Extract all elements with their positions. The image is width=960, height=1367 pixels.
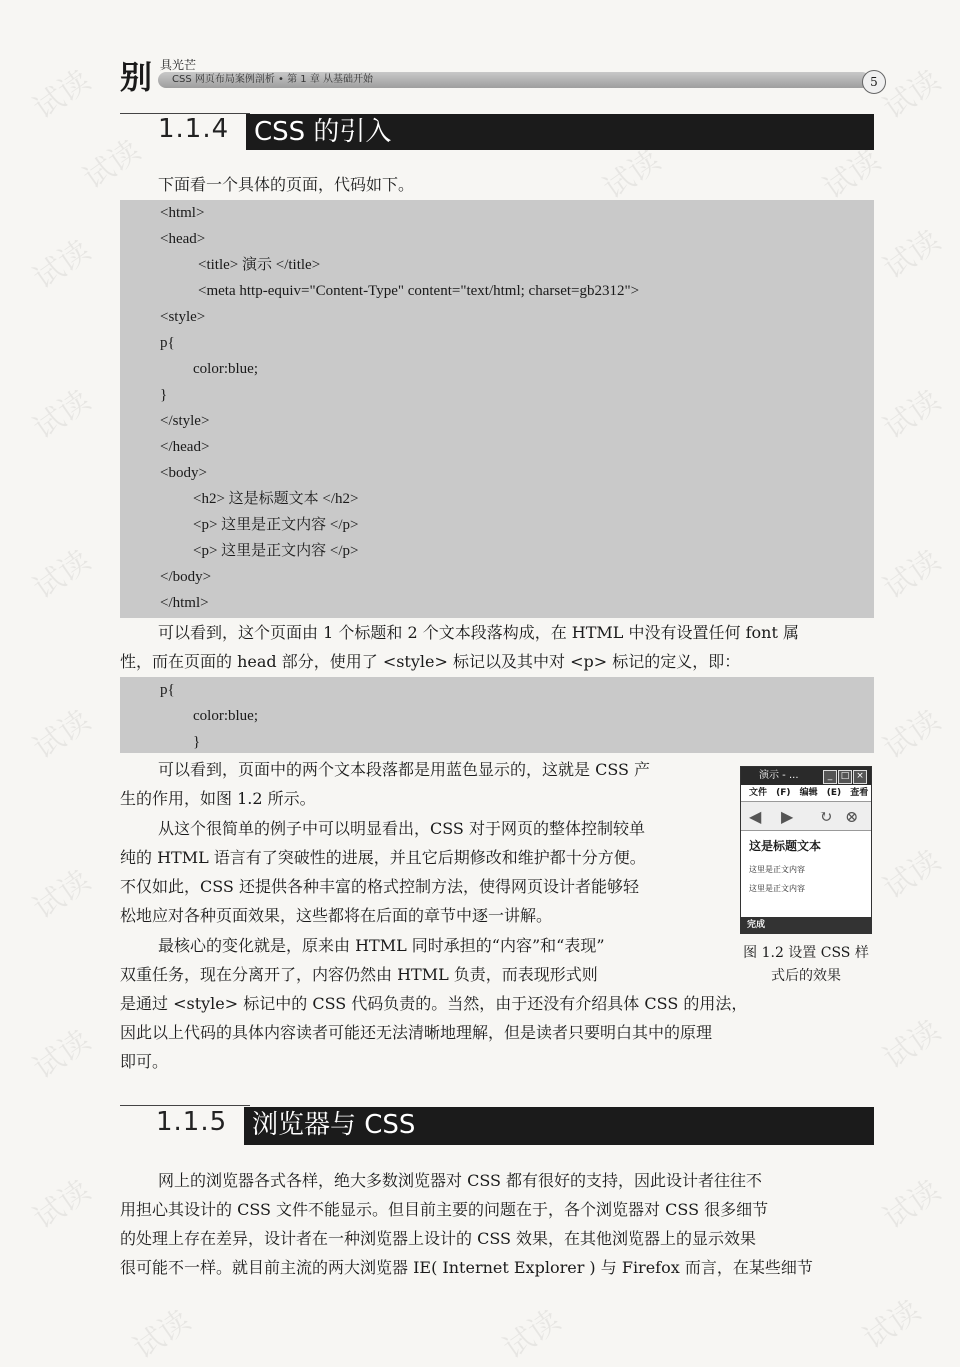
browser-menu: 文件 (F) 编辑 (E) 查看: [741, 785, 871, 802]
text-line: 的处理上存在差异，设计者在一种浏览器上设计的 CSS 效果，在其他浏览器上的显示效果: [120, 1229, 757, 1248]
minimize-icon: _: [823, 770, 837, 784]
watermark: 试读: [877, 383, 947, 447]
watermark: 试读: [27, 1023, 97, 1087]
caption-line: 式后的效果: [771, 968, 841, 984]
code-line: <title> 演示 </title>: [198, 257, 321, 273]
code-line: <html>: [160, 205, 205, 221]
browser-figure: [740, 766, 872, 934]
close-icon: ×: [853, 770, 867, 784]
text-line: 性，而在页面的 head 部分，使用了 <style> 标记以及其中对 <p> 标记的定义，即：: [120, 652, 741, 671]
paragraph-2: [120, 755, 722, 813]
watermark: 试读: [27, 233, 97, 297]
section-rule: [120, 1105, 250, 1106]
figure-paragraph: 这里是正文内容: [749, 884, 805, 893]
header-small-text: 具光芒: [160, 58, 197, 72]
code-line: <h2> 这是标题文本 </h2>: [193, 491, 359, 507]
figure-paragraph: 这里是正文内容: [749, 865, 805, 874]
code-line: </html>: [160, 595, 209, 611]
figure-heading: 这是标题文本: [749, 839, 822, 853]
watermark: 试读: [877, 843, 947, 907]
watermark: 试读: [127, 1303, 197, 1367]
watermark: 试读: [497, 1303, 567, 1367]
code-line: <p> 这里是正文内容 </p>: [193, 543, 359, 559]
watermark: 试读: [877, 1013, 947, 1077]
text-line: 不仅如此，CSS 还提供各种丰富的格式控制方法，使得网页设计者能够轻: [120, 877, 639, 896]
code-line: color:blue;: [193, 708, 258, 724]
text-line: 网上的浏览器各式各样，绝大多数浏览器对 CSS 都有很好的支持，因此设计者往往不: [158, 1171, 763, 1190]
code-line: <p> 这里是正文内容 </p>: [193, 517, 359, 533]
browser-status-bar: 完成: [741, 917, 871, 933]
paragraph-5: [120, 1166, 874, 1282]
code-block-2: [120, 677, 874, 753]
code-line: <head>: [160, 231, 206, 247]
running-title: CSS 网页布局案例剖析 • 第 1 章 从基础开始: [158, 72, 870, 88]
code-line: p{: [160, 682, 175, 698]
watermark: 试读: [77, 133, 147, 197]
watermark: 试读: [817, 143, 887, 207]
browser-title-bar: [741, 767, 871, 785]
watermark: 试读: [27, 863, 97, 927]
text-line: 双重任务，现在分离开了，内容仍然由 HTML 负责，而表现形式则: [120, 965, 598, 984]
watermark: 试读: [877, 543, 947, 607]
intro-text: 下面看一个具体的页面，代码如下。: [158, 175, 415, 194]
page-number: 5: [862, 70, 886, 94]
text-line: 松地应对各种页面效果，这些都将在后面的章节中逐一讲解。: [120, 906, 553, 925]
code-line: <meta http-equiv="Content-Type" content="text/html; charset=gb2312">: [198, 283, 640, 299]
watermark: 试读: [877, 223, 947, 287]
code-block-1: [120, 200, 874, 618]
figure-caption: [736, 942, 876, 988]
watermark: 试读: [27, 543, 97, 607]
code-line: </body>: [160, 569, 212, 585]
refresh-icon: ↻: [819, 807, 833, 826]
back-icon: ◀: [749, 807, 762, 826]
watermark: 试读: [27, 1173, 97, 1237]
watermark: 试读: [877, 63, 947, 127]
text-line: 纯的 HTML 语言有了突破性的进展，并且它后期修改和维护都十分方便。: [120, 848, 646, 867]
code-line: color:blue;: [193, 361, 258, 377]
section-title-115: 浏览器与 CSS: [244, 1107, 874, 1145]
forward-icon: ▶: [781, 807, 794, 826]
watermark: 试读: [877, 703, 947, 767]
text-line: 从这个很简单的例子中可以明显看出，CSS 对于网页的整体控制较单: [158, 819, 645, 838]
text-line: 即可。: [120, 1052, 169, 1071]
code-line: </head>: [160, 439, 210, 455]
text-line: 是通过 <style> 标记中的 CSS 代码负责的。当然，由于还没有介绍具体 CSS 的用法，: [120, 994, 748, 1013]
section-number-115: 1.1.5: [156, 1107, 228, 1137]
watermark: 试读: [597, 143, 667, 207]
watermark: 试读: [877, 1173, 947, 1237]
paragraph-3: [120, 814, 722, 930]
code-line: <body>: [160, 465, 207, 481]
browser-toolbar: [741, 802, 871, 831]
watermark: 试读: [857, 1293, 927, 1357]
section-title-114: CSS 的引入: [246, 114, 874, 150]
text-line: 很可能不一样。就目前主流的两大浏览器 IE( Internet Explorer ) 与 Firefox 而言，在某些细节: [120, 1258, 813, 1277]
caption-line: 图 1.2 设置 CSS 样: [743, 945, 869, 961]
section-number-114: 1.1.4: [158, 114, 230, 144]
watermark: 试读: [27, 383, 97, 447]
watermark: 试读: [27, 63, 97, 127]
text-line: 用担心其设计的 CSS 文件不能显示。但目前主要的问题在于，各个浏览器对 CSS 很多细节: [120, 1200, 769, 1219]
window-title: 演示 - ...: [759, 770, 799, 781]
code-line: p{: [160, 335, 175, 351]
browser-content: [741, 831, 871, 903]
text-line: 因此以上代码的具体内容读者可能还无法清晰地理解，但是读者只要明白其中的原理: [120, 1023, 713, 1042]
text-line: 生的作用，如图 1.2 所示。: [120, 789, 316, 808]
stop-icon: ⊗: [845, 807, 859, 826]
watermark: 试读: [27, 703, 97, 767]
text-line: 可以看到，页面中的两个文本段落都是用蓝色显示的，这就是 CSS 产: [158, 760, 651, 779]
paragraph-1: [120, 618, 874, 676]
text-line: 最核心的变化就是，原来由 HTML 同时承担的“内容”和“表现”: [158, 936, 605, 955]
code-line: <style>: [160, 309, 206, 325]
text-line: 可以看到，这个页面由 1 个标题和 2 个文本段落构成，在 HTML 中没有设置任何 font 属: [158, 623, 799, 642]
code-line: }: [193, 734, 201, 750]
code-line: }: [160, 387, 168, 403]
header-logo: 别: [120, 58, 152, 96]
maximize-icon: □: [838, 770, 852, 784]
code-line: </style>: [160, 413, 210, 429]
